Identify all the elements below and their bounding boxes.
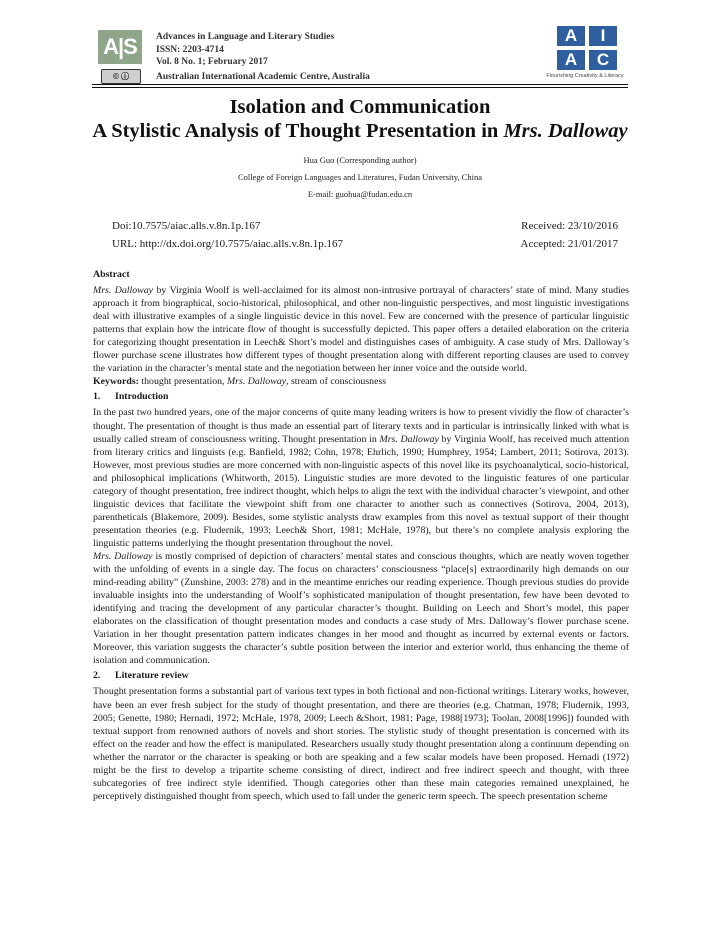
title-prefix: A Stylistic Analysis of Thought Presentation in [92,120,504,142]
intro-p1-b: by Virginia Woolf, has received much attention from literary critics and linguists (e.g. Banfield, 1982; Cohn, 1978; Ehrlich, 1990; Humphrey, 1954; Lambert, 2011; Sotirova, 2013). However, most previous studies are more concerned with non-linguistic aspects of this novel like its psychoanalytical, socio-historical, and philosophical implications (Whitworth, 2015). Linguistic studies are more devoted to the linguistic features of one particular category of thought presentation, free indirect thought, which helps to align the text with the individual character’s viewpoint, and other linguistic devices that facilitate the viewpoint shift from one character to another such as connectives (Sotirova, 2004, 2013), parentheticals (Blakemore, 2009). Besides, some stylistic analysts draw examples from this novel as textual support of their thought presentation theories (e.g. Fludernik, 1993; Leech& Short, 1981; McHale, 1978), but there’s no complete analysis exploring the linguistic patterns underlying the thought presentation throughout the novel. [93,433,629,549]
author-affiliation: College of Foreign Languages and Literatures, Fudan University, China [237,172,482,182]
section-number: 2. [93,670,101,682]
journal-meta [156,31,334,69]
keywords-a: thought presentation, [138,376,227,388]
journal-name: Advances in Language and Literary Studies [156,32,335,42]
keywords [93,375,629,388]
keywords-italic: Mrs. Dalloway [226,376,287,388]
als-logo [98,30,142,64]
abstract-italic: Mrs. Dalloway [93,285,154,297]
aiac-letter: I [589,26,617,46]
aiac-letter: C [589,50,617,70]
aiac-tagline: Flourishing Creativity & Literacy [546,73,624,79]
abstract-body: by Virginia Woolf is well-acclaimed for its almost non-intrusive portrayal of characters’ state of mind. Many studies approach it from biographical, socio-historical, philosophical, and other non-linguistic perspectives, and most linguistic investigations deal with illustrative examples of a single linguistic device in this novel. Few are concerned with the presence of particular linguistic patterns that explain how the intricate flow of thought is successfully depicted. This paper offers a detailed elaboration on the criteria for categorizing thought presentation in Leech& Short’s model and distinguishes cases of ambiguity. A case study of Mrs. Dalloway’s flower purchase scene illustrates how different types of thought presentation along with different reporting clauses are used to convey the variation in the character’s mental state and the negotiation between her inner voice and the outside world. [93,285,629,375]
section-heading-introduction [93,388,629,406]
article-title-line1: Isolation and Communication [229,96,491,118]
intro-p2-italic: Mrs. Dalloway [93,550,153,562]
intro-p1-italic: Mrs. Dalloway [379,433,439,445]
aiac-logo [557,26,617,70]
intro-p1-a: In the past two hundred years, one of the major concerns of quite many leading writers is how to present vividly the flow of character’s thought. The presentation of thought is thus made an essential part of literary texts and in particular is intrinsically linked with what is usually called stream of consciousness writing. Thought presentation in [93,407,629,445]
received-date: Received: 23/10/2016 [521,220,618,232]
intro-paragraph-2 [93,550,629,667]
aiac-letter: A [557,50,585,70]
doi: Doi:10.7575/aiac.alls.v.8n.1p.167 [112,220,261,232]
keywords-b: , stream of consciousness [286,376,387,388]
section-title: Introduction [115,391,169,403]
cc-badge-text: © ⓘ [112,72,130,81]
keywords-label: Keywords: [93,376,139,388]
aiac-letter: A [557,26,585,46]
header-rule-thin [92,87,628,88]
publisher-name: Australian International Academic Centre, Australia [156,72,370,82]
abstract-heading: Abstract [93,269,130,280]
section-number: 1. [93,391,101,403]
article-url[interactable]: URL: http://dx.doi.org/10.7575/aiac.alls.v.8n.1p.167 [112,238,343,250]
intro-p2-b: is mostly comprised of depiction of characters’ mental states and conscious thoughts, which are neatly woven together with the unfolding of events in a single day. The focus on characters’ consciousness “place[s] extraordinarily high demands on our mind-reading ability” (Zunshine, 2003: 278) and in the meantime enriches our reading experience. Though previous studies do provide invaluable insights into the understanding of Woolf’s sophisticated manipulation of thought presentation, few have been devoted to identifying and tracing the development of any particular character’s thought. Building on Leech and Short’s model, this paper elaborates on the classification of thought presentation modes and conducts a case study of Mrs. Dalloway’s flower purchase scene. Variation in her thought presentation pattern indicates changes in her mood and thought as incurred by external events or factors. Moreover, this variation suggests the character’s subtle position between the interior and exterior world, thus enhancing the theme of isolation and communication. [93,550,630,667]
abstract-text [93,284,629,375]
section-heading-literature-review [93,667,629,685]
lit-review-paragraph-1: Thought presentation forms a substantial part of various text types in both fictional and non-fictional writings. Literary works, however, have been an ever fresh subject for the study of thought presentation, and there are theories (e.g. Chatman, 1978; Fludernik, 1993, 2005; Genette, 1980; Hernadi, 1972; McHale, 1978, 2009; Leech &Short, 1981; Page, 1988[1973]; Toolan, 2008[1996]) founded with textual support from renowned authors of novels and short stories. The stylistic study of thought presentation is concerned with its effect on the reader and how the effect is manipulated. Researchers usually study thought presentation along a continuum depending on whether the narrator or the character is speaking or both are speaking and a few scalar models have been proposed. Hernadi (1972) might be the first to develop a tripartite scheme consisting of direct, indirect and free indirect speech and thought, with three subcategories of free indirect style identified. Though categories other than these main categories remained unexplained, he perceptively distinguished thought from speech, which used to fall under the generic term speech. The speech presentation scheme [93,686,629,802]
header-rule [92,84,628,85]
journal-volume: Vol. 8 No. 1; February 2017 [156,57,268,67]
accepted-date: Accepted: 21/01/2017 [520,238,618,250]
section-title: Literature review [115,670,189,682]
intro-paragraph-1 [93,406,629,550]
title-novel: Mrs. Dalloway [503,120,628,142]
author-email[interactable]: E-mail: guohua@fudan.edu.cn [307,189,413,199]
article-body [93,268,629,803]
author-name: Hua Guo (Corresponding author) [303,155,417,165]
article-title-line2 [0,120,720,143]
creative-commons-icon[interactable] [101,69,141,84]
journal-issn: ISSN: 2203-4714 [156,44,224,55]
als-logo-text: A|S [103,34,137,59]
